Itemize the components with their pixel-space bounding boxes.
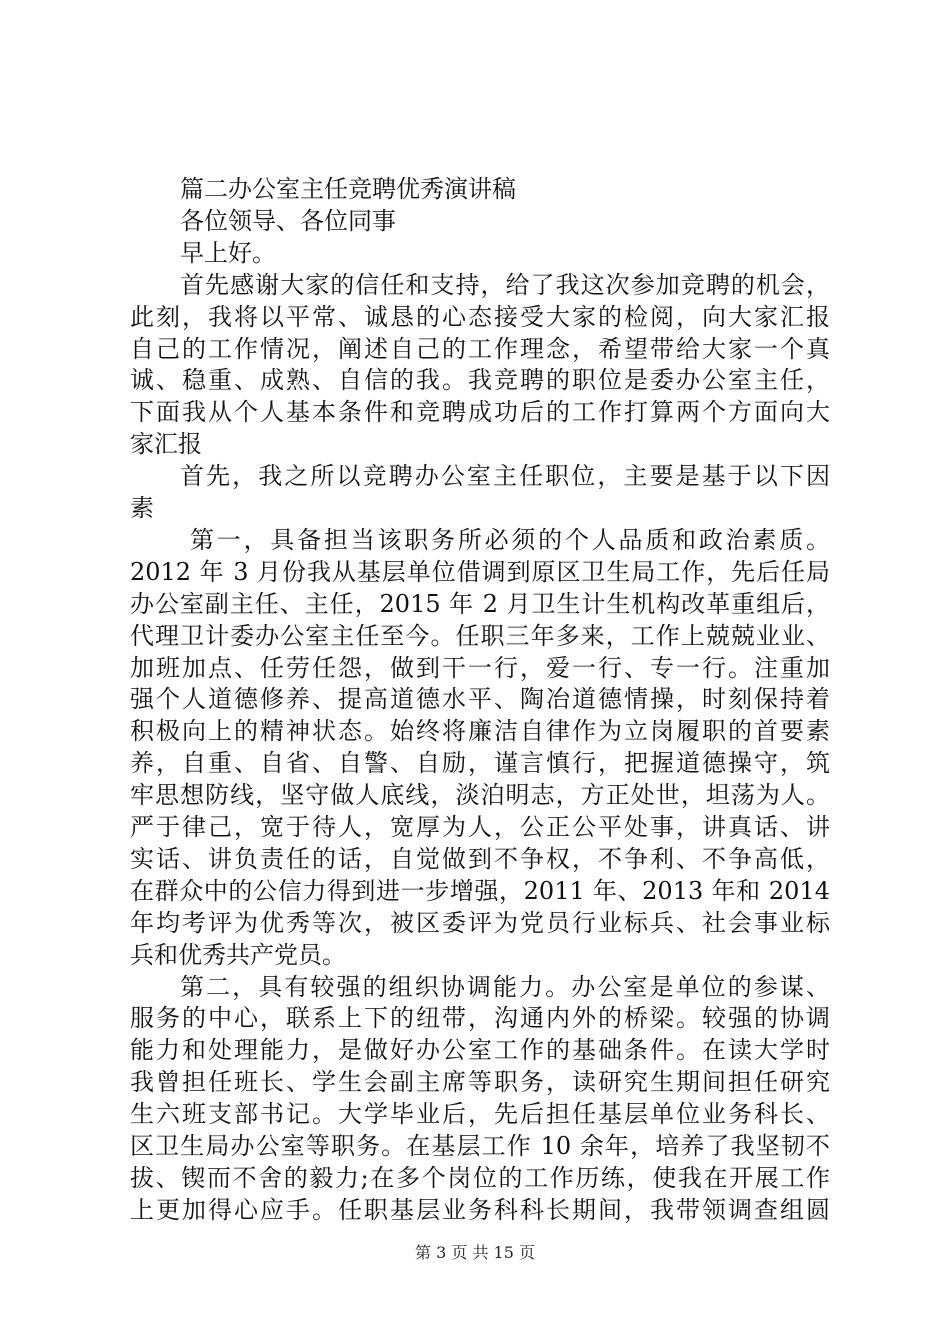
paragraph-line: 上更加得心应手。任职基层业务科科长期间，我带领调查组圆: [130, 1196, 830, 1224]
page-number: 第 3 页 共 15 页: [415, 1243, 535, 1262]
paragraph-line: 首先，我之所以竞聘办公室主任职位，主要是基于以下因: [180, 462, 830, 490]
document-title: 篇二办公室主任竞聘优秀演讲稿: [180, 175, 516, 203]
paragraph-line: 自己的工作情况，阐述自己的工作理念，希望带给大家一个真: [130, 335, 830, 363]
paragraph-line: 拔、锲而不舍的毅力;在多个岗位的工作历练，使我在开展工作: [130, 1164, 830, 1192]
paragraph-line: 素: [130, 494, 154, 522]
paragraph-line: 实话、讲负责任的话，自觉做到不争权，不争利、不争高低，: [130, 845, 830, 873]
paragraph-line: 牢思想防线，坚守做人底线，淡泊明志，方正处世，坦荡为人。: [130, 781, 830, 809]
paragraph-line: 办公室副主任、主任，2015 年 2 月卫生计生机构改革重组后，: [130, 590, 830, 618]
greeting: 早上好。: [180, 239, 276, 267]
paragraph-line: 积极向上的精神状态。始终将廉洁自律作为立岗履职的首要素: [130, 717, 830, 745]
paragraph-line: 服务的中心，联系上下的纽带，沟通内外的桥梁。较强的协调: [130, 1004, 830, 1032]
paragraph-line: 在群众中的公信力得到进一步增强，2011 年、2013 年和 2014: [130, 877, 830, 905]
paragraph-line: 2012 年 3 月份我从基层单位借调到原区卫生局工作，先后任局: [130, 558, 830, 586]
paragraph-line: 代理卫计委办公室主任至今。任职三年多来，工作上兢兢业业、: [130, 622, 830, 650]
paragraph-line: 加班加点、任劳任怨，做到干一行，爱一行、专一行。注重加: [130, 654, 830, 682]
paragraph-line: 家汇报: [130, 430, 202, 458]
paragraph-line: 下面我从个人基本条件和竞聘成功后的工作打算两个方面向大: [130, 398, 830, 426]
paragraph-line: 首先感谢大家的信任和支持，给了我这次参加竞聘的机会，: [180, 271, 830, 299]
paragraph-line: 严于律己，宽于待人，宽厚为人，公正公平处事，讲真话、讲: [130, 813, 830, 841]
paragraph-line: 我曾担任班长、学生会副主席等职务，读研究生期间担任研究: [130, 1068, 830, 1096]
paragraph-line: 生六班支部书记。大学毕业后，先后担任基层单位业务科长、: [130, 1100, 830, 1128]
paragraph-line: 年均考评为优秀等次，被区委评为党员行业标兵、社会事业标: [130, 909, 830, 937]
paragraph-line: 能力和处理能力，是做好办公室工作的基础条件。在读大学时: [130, 1036, 830, 1064]
paragraph-line: 诚、稳重、成熟、自信的我。我竞聘的职位是委办公室主任，: [130, 366, 830, 394]
paragraph-line: 兵和优秀共产党员。: [130, 941, 346, 969]
paragraph-line: 区卫生局办公室等职务。在基层工作 10 余年，培养了我坚韧不: [130, 1132, 830, 1160]
paragraph-line: 第二，具有较强的组织协调能力。办公室是单位的参谋、: [180, 973, 830, 1001]
paragraph-line: 强个人道德修养、提高道德水平、陶冶道德情操，时刻保持着: [130, 685, 830, 713]
salutation: 各位领导、各位同事: [180, 207, 396, 235]
paragraph-line: 此刻，我将以平常、诚恳的心态接受大家的检阅，向大家汇报: [130, 303, 830, 331]
paragraph-line: 第一，具备担当该职务所必须的个人品质和政治素质。: [190, 526, 830, 554]
paragraph-line: 养，自重、自省、自警、自励，谨言慎行，把握道德操守，筑: [130, 749, 830, 777]
